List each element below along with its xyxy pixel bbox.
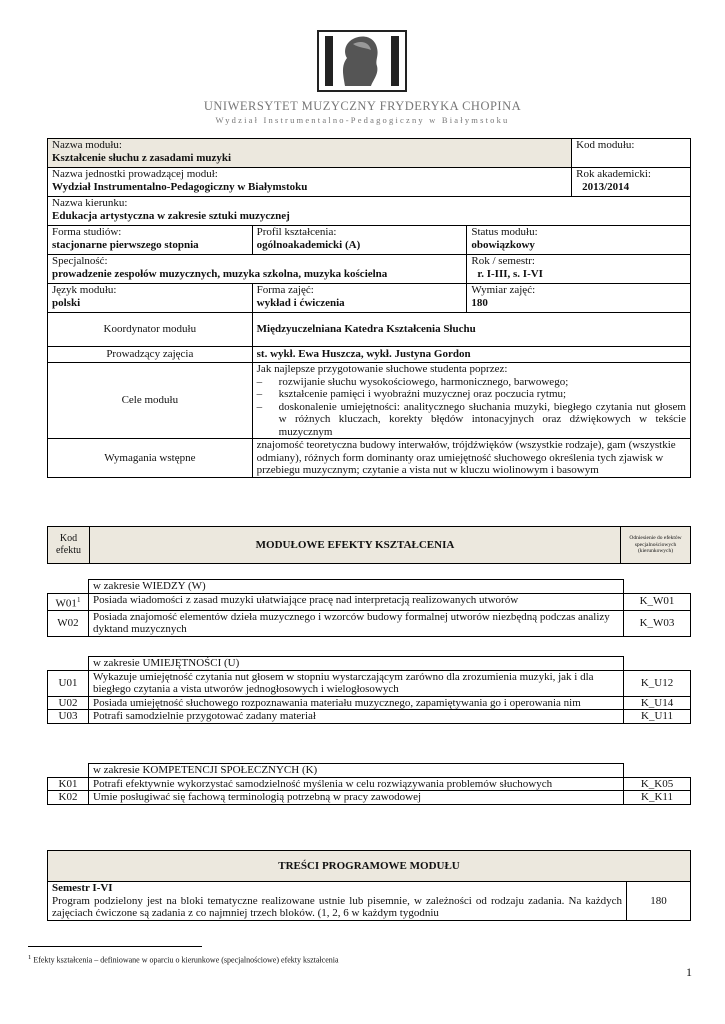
footnote-text: Efekty kształcenia – definiowane w oparciu o kierunkowe (specjalnościowe) efekty kształcenia	[33, 955, 339, 965]
module-name-label: Nazwa modułu:	[52, 139, 122, 151]
specialty-label: Specjalność:	[52, 255, 108, 267]
hours-label: Wymiar zajęć:	[471, 284, 536, 296]
effect-ref: K_U11	[624, 710, 691, 724]
academic-year: 2013/2014	[582, 180, 630, 193]
goal-item: – rozwijanie słuchu wysokościowego, harmonicznego, barwowego;	[257, 376, 686, 389]
effect-text: Umie posługiwać się fachową terminologią potrzebną w pracy zawodowej	[88, 791, 623, 805]
requirements: znajomość teoretyczna budowy interwałów, trójdźwięków (wszystkie rodzaje), gam (wszystkie odmiany), różnych form dominanty oraz umiejętność słuchowego określenia tych zjawisk w przebiegu muzycznym; czytanie a vista nut w kluczu wiolinowym i basowym	[252, 439, 690, 478]
goals-list	[257, 376, 686, 439]
footnote	[28, 954, 339, 965]
study-form-label: Forma studiów:	[52, 226, 122, 238]
footnote-ref: 1	[76, 595, 81, 604]
profile-label: Profil kształcenia:	[256, 226, 337, 238]
language-label: Język modułu:	[52, 284, 117, 296]
requirements-label: Wymagania wstępne	[48, 439, 253, 478]
goals-intro: Jak najlepsze przygotowanie słuchowe studenta poprzez:	[256, 363, 508, 375]
goals-label: Cele modułu	[48, 363, 253, 439]
effects-title: MODUŁOWE EFEKTY KSZTAŁCENIA	[89, 527, 620, 564]
social-title: w zakresie KOMPETENCJI SPOŁECZNYCH (K)	[88, 764, 623, 778]
effect-code: U01	[48, 670, 89, 696]
effect-text: Potrafi samodzielnie przygotować zadany materiał	[88, 710, 623, 724]
hours: 180	[471, 296, 488, 309]
goal-item: – kształcenie pamięci i wyobraźni muzycznej oraz poczucia rytmu;	[257, 388, 686, 401]
effect-text: Posiada umiejętność słuchowego rozpoznawania materiału muzycznego, zapamiętywania go i operowania nim	[88, 696, 623, 710]
effects-ref-header: Odniesienie do efektów specjalnościowych (kierunkowych)	[621, 527, 691, 564]
effect-ref: K_W01	[624, 593, 691, 610]
effect-ref: K_K05	[624, 777, 691, 791]
module-info-table	[47, 138, 691, 478]
effect-code: U02	[48, 696, 89, 710]
footnote-divider	[28, 946, 202, 947]
effect-code: K01	[48, 777, 89, 791]
status-label: Status modułu:	[471, 226, 538, 238]
effect-text: Wykazuje umiejętność czytania nut głosem w stopniu wystarczającym zarówno dla zrozumienia muzyki, jak i dla biegłego czytania a vista utworów jednogłosowych i wielogłosowych	[88, 670, 623, 696]
effect-text: Potrafi efektywnie wykorzystać samodzielność myślenia w celu rozwiązywania problemów słuchowych	[88, 777, 623, 791]
coordinator-label: Koordynator modułu	[48, 313, 253, 347]
program-semester: Semestr I-VI	[52, 882, 113, 894]
effect-text: Posiada wiadomości z zasad muzyki ułatwiające pracę nad interpretacją realizowanych utworów	[88, 593, 623, 610]
goal-item: – doskonalenie umiejętności: analitycznego słuchania muzyki, biegłego czytania nut głosem w różnych kluczach, korekty błędów intonacyjnych oraz dźwiękowych w tekście muzycznym	[257, 401, 686, 439]
specialty: prowadzenie zespołów muzycznych, muzyka szkolna, muzyka kościelna	[52, 267, 388, 280]
academic-year-label: Rok akademicki:	[576, 168, 651, 180]
program-hours: 180	[627, 882, 691, 921]
footnote-mark: 1	[28, 954, 32, 961]
effects-header-table	[47, 526, 691, 564]
effect-ref: K_K11	[624, 791, 691, 805]
semester-label: Rok / semestr:	[471, 255, 535, 267]
module-code-label: Kod modułu:	[576, 139, 635, 151]
effect-ref: K_W03	[624, 610, 691, 636]
module-name: Kształcenie słuchu z zasadami muzyki	[52, 151, 232, 164]
knowledge-title: w zakresie WIEDZY (W)	[88, 580, 623, 594]
unit-label: Nazwa jednostki prowadzącej moduł:	[52, 168, 218, 180]
effect-ref: K_U14	[624, 696, 691, 710]
university-name: UNIWERSYTET MUZYCZNY FRYDERYKA CHOPINA	[203, 99, 522, 113]
semester: r. I-III, s. I-VI	[477, 267, 543, 280]
effect-code-header: Kod efektu	[48, 527, 90, 564]
program-table	[47, 850, 691, 921]
language: polski	[52, 296, 81, 309]
university-logo	[317, 30, 407, 92]
page-number: 1	[686, 965, 692, 979]
skills-title: w zakresie UMIEJĘTNOŚCI (U)	[88, 657, 623, 671]
program-text: Program podzielony jest na bloki tematyczne realizowane ustnie lub pisemnie, w zależności od rodzaju zadania. Na każdych zajęciach ćwiczone są zadania z co najmniej trzech bloków. (1, 2, 6 w każdym tygodniu	[52, 894, 623, 919]
department-name: Wydział Instrumentalno-Pedagogiczny w Białymstoku	[215, 115, 510, 125]
knowledge-table	[47, 579, 691, 637]
social-table	[47, 763, 691, 805]
effect-code: W01	[55, 597, 77, 610]
profile: ogólnoakademicki (A)	[256, 238, 361, 251]
effect-code: U03	[48, 710, 89, 724]
field-name: Edukacja artystyczna w zakresie sztuki muzycznej	[52, 209, 290, 222]
effect-text: Posiada znajomość elementów dzieła muzycznego i wzorców budowy formalnej utworów niezbędną podczas analizy dyktand muzycznych	[88, 610, 623, 636]
study-form: stacjonarne pierwszego stopnia	[52, 238, 199, 251]
unit-name: Wydział Instrumentalno-Pedagogiczny w Białymstoku	[52, 180, 308, 193]
teachers: st. wykł. Ewa Huszcza, wykł. Justyna Gordon	[252, 347, 690, 363]
effect-ref: K_U12	[624, 670, 691, 696]
field-label: Nazwa kierunku:	[52, 197, 128, 209]
teachers-label: Prowadzący zajęcia	[48, 347, 253, 363]
class-form: wykład i ćwiczenia	[256, 296, 345, 309]
effect-code: W02	[48, 610, 89, 636]
effect-code: K02	[48, 791, 89, 805]
class-form-label: Forma zajęć:	[256, 284, 314, 296]
program-title: TREŚCI PROGRAMOWE MODUŁU	[48, 851, 691, 882]
skills-table	[47, 656, 691, 724]
coordinator: Międzyuczelniana Katedra Kształcenia Słuchu	[252, 313, 690, 347]
status: obowiązkowy	[471, 238, 535, 251]
